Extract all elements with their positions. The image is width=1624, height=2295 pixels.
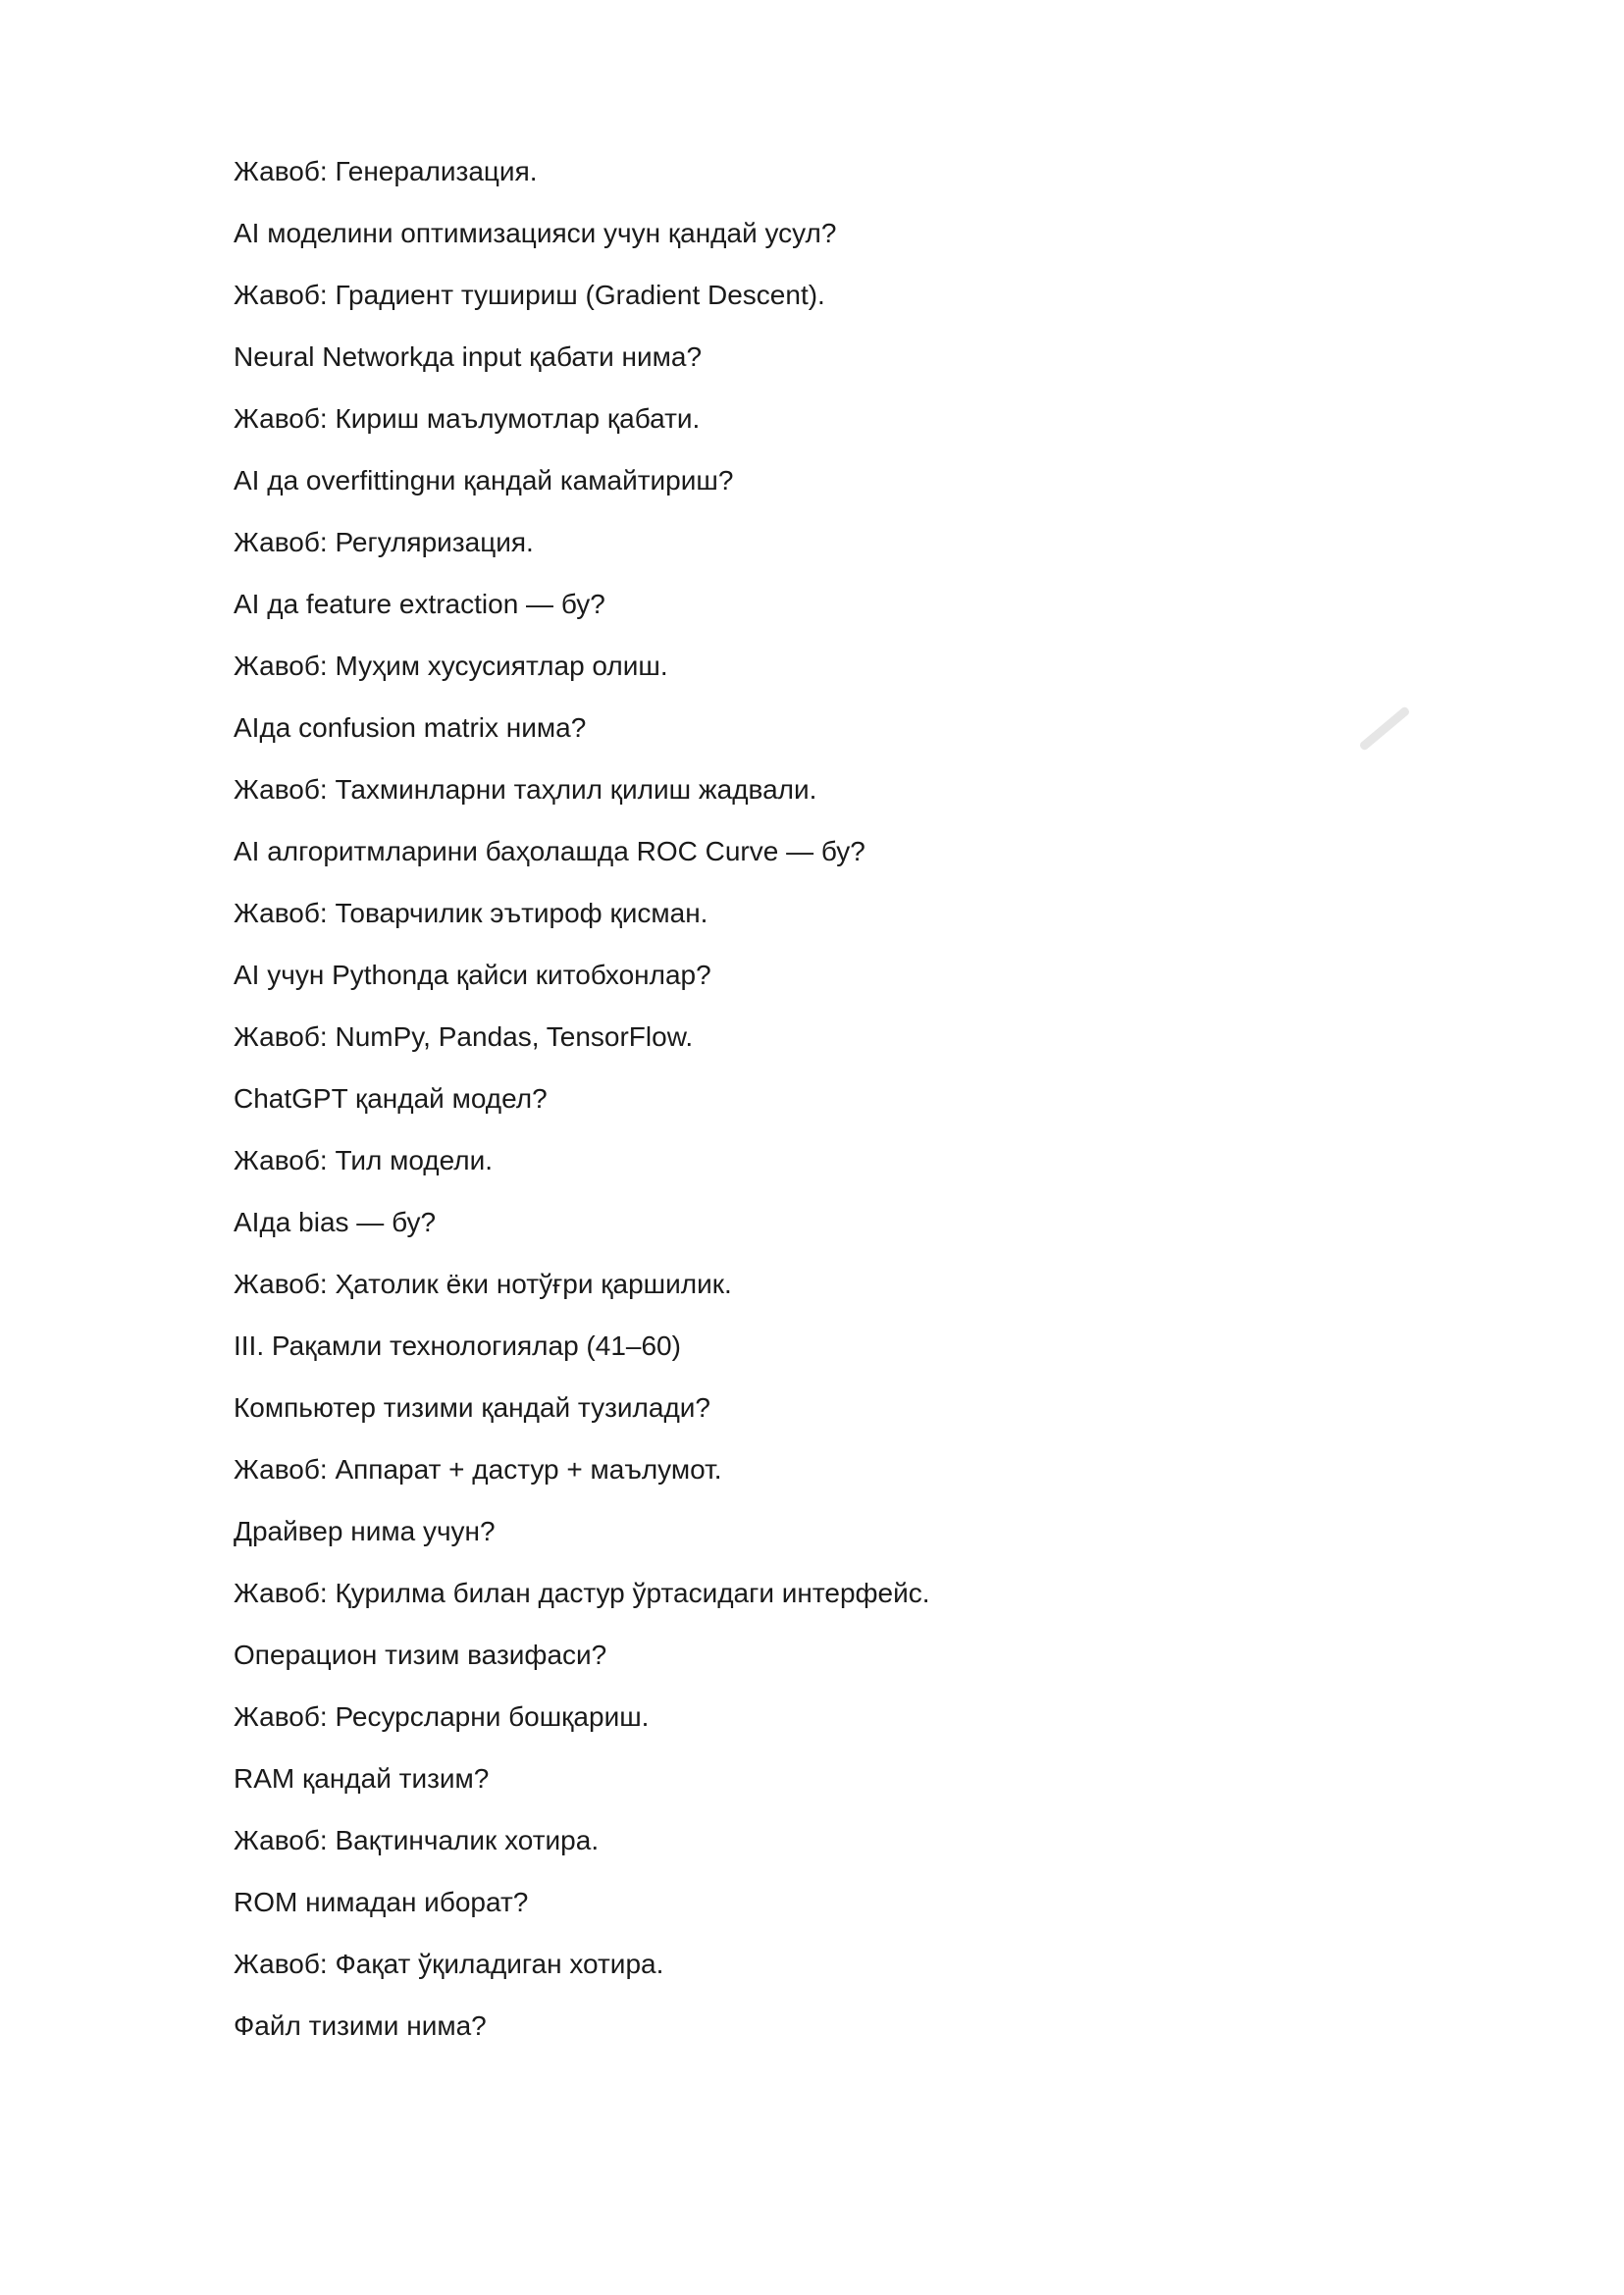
question-line: ROM нимадан иборат? bbox=[234, 1887, 529, 1917]
answer-line: Жавоб: Фақат ўқиладиган хотира. bbox=[234, 1949, 664, 1979]
answer-line: Жавоб: Тил модели. bbox=[234, 1145, 494, 1175]
question-line: AI алгоритмларини баҳолашда ROC Curve — бу? bbox=[234, 836, 865, 866]
answer-line: Жавоб: Градиент тушириш (Gradient Descent). bbox=[234, 280, 825, 310]
answer-line: Жавоб: NumPy, Pandas, TensorFlow. bbox=[234, 1021, 694, 1052]
answer-line: Жавоб: Ресурсларни бошқариш. bbox=[234, 1701, 650, 1732]
answer-line: Жавоб: Қурилма билан дастур ўртасидаги интерфейс. bbox=[234, 1578, 930, 1608]
answer-line: Жавоб: Генерализация. bbox=[234, 156, 538, 186]
answer-line: Жавоб: Вақтинчалик хотира. bbox=[234, 1825, 600, 1855]
question-line: AIда bias — бу? bbox=[234, 1207, 437, 1237]
answer-line: Жавоб: Тахминларни таҳлил қилиш жадвали. bbox=[234, 774, 817, 805]
question-line: Операцион тизим вазифаси? bbox=[234, 1640, 607, 1670]
question-line: ChatGPT қандай модел? bbox=[234, 1083, 548, 1114]
answer-line: Жавоб: Кириш маълумотлар қабати. bbox=[234, 403, 701, 434]
answer-line: Жавоб: Аппарат + дастур + маълумот. bbox=[234, 1454, 722, 1485]
question-line: AI учун Pythonда қайси китобхонлар? bbox=[234, 960, 711, 990]
question-line: Компьютер тизими қандай тузилади? bbox=[234, 1392, 711, 1423]
question-line: AI да feature extraction — бу? bbox=[234, 589, 605, 619]
qa-list bbox=[234, 152, 1411, 2068]
question-line: Файл тизими нима? bbox=[234, 2010, 487, 2041]
question-line: AI моделини оптимизацияси учун қандай усул? bbox=[234, 218, 837, 248]
answer-line: Жавоб: Муҳим хусусиятлар олиш. bbox=[234, 651, 668, 681]
question-line: AI да overfittingни қандай камайтириш? bbox=[234, 465, 734, 496]
answer-line: Жавоб: Ҳатолик ёки нотўғри қаршилик. bbox=[234, 1269, 732, 1299]
question-line: Neural Networkда input қабати нима? bbox=[234, 341, 703, 372]
answer-line: Жавоб: Регуляризация. bbox=[234, 527, 534, 557]
section-heading: III. Рақамли технологиялар (41–60) bbox=[234, 1330, 681, 1361]
answer-line: Жавоб: Товарчилик эътироф қисман. bbox=[234, 898, 708, 928]
question-line: AIда confusion matrix нима? bbox=[234, 712, 587, 743]
question-line: RAM қандай тизим? bbox=[234, 1763, 490, 1794]
question-line: Драйвер нима учун? bbox=[234, 1516, 496, 1546]
